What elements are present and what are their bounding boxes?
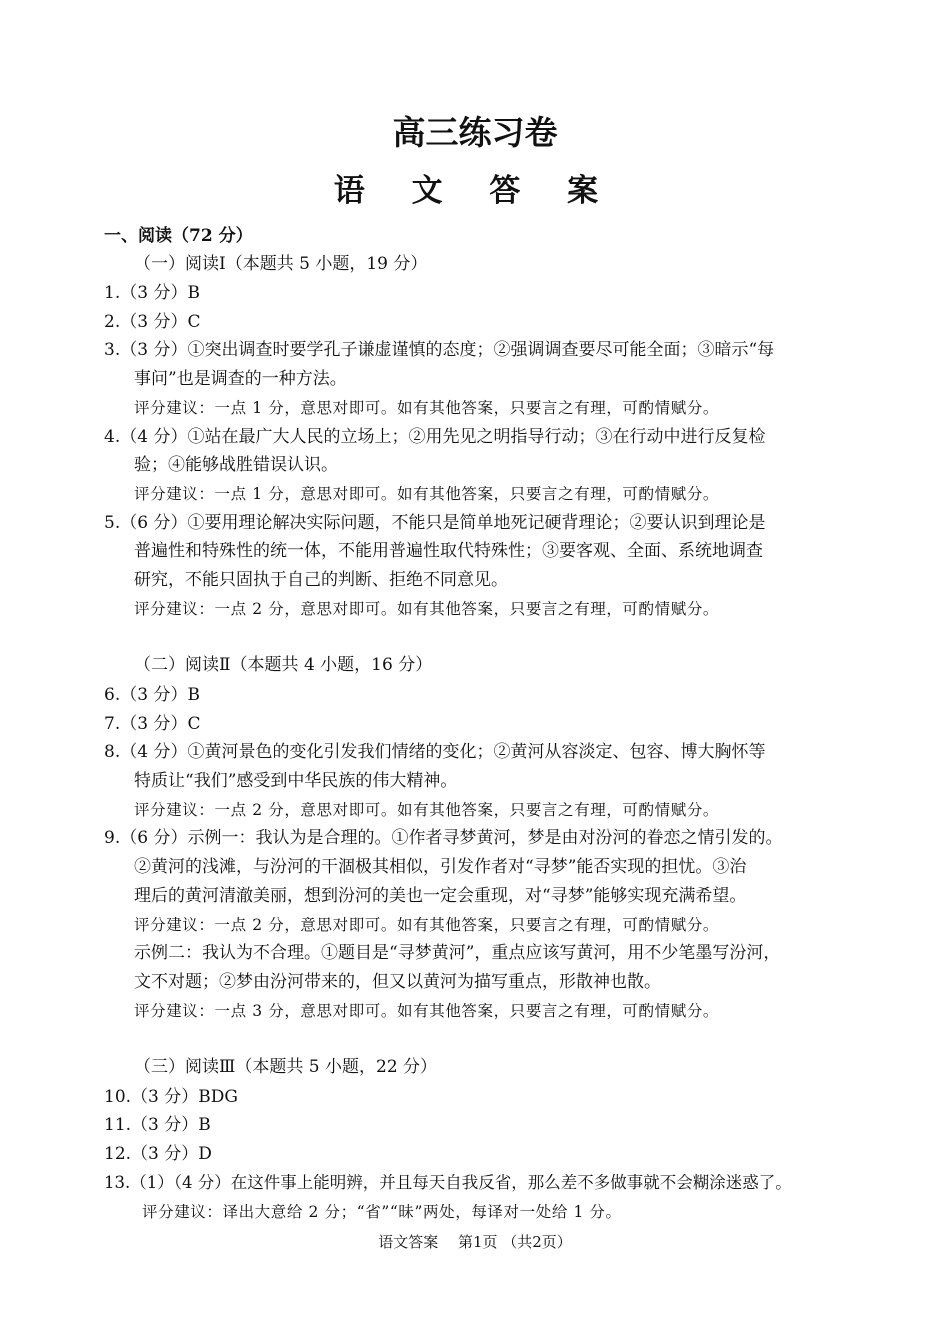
answer-line: 普遍性和特殊性的统一体，不能用普遍性取代特殊性；③要客观、全面、系统地调查 xyxy=(134,541,763,561)
answer-line: 理后的黄河清澈美丽，想到汾河的美也一定会重现，对“寻梦”能够实现充满希望。 xyxy=(134,886,747,906)
part3-heading: （三）阅读Ⅲ（本题共 5 小题，22 分） xyxy=(134,1057,438,1077)
scoring-note: 评分建议：一点 3 分，意思对即可。如有其他答案，只要言之有理，可酌情赋分。 xyxy=(134,1002,720,1020)
answer-line: 10.（3 分）BDG xyxy=(104,1087,238,1107)
scoring-note: 评分建议：译出大意给 2 分；“省”“昧”两处，每译对一处给 1 分。 xyxy=(142,1203,622,1221)
document-title: 高三练习卷 xyxy=(392,113,558,152)
scoring-note: 评分建议：一点 2 分，意思对即可。如有其他答案，只要言之有理，可酌情赋分。 xyxy=(134,916,720,934)
answer-line: 研究，不能只固执于自己的判断、拒绝不同意见。 xyxy=(134,570,508,590)
answer-line: 9.（6 分）示例一：我认为是合理的。①作者寻梦黄河，梦是由对汾河的眷恋之情引发的。 xyxy=(104,828,783,848)
answer-line: 3.（3 分）①突出调查时要学孔子谦虚谨慎的态度；②强调调查要尽可能全面；③暗示“每 xyxy=(104,340,775,360)
answer-line: ②黄河的浅滩，与汾河的干涸极其相似，引发作者对“寻梦”能否实现的担忧。③治 xyxy=(134,857,747,877)
answer-line: 11.（3 分）B xyxy=(104,1115,211,1135)
section-heading: 一、阅读（72 分） xyxy=(104,226,253,246)
answer-line: 5.（6 分）①要用理论解决实际问题，不能只是简单地死记硬背理论；②要认识到理论是 xyxy=(104,513,766,533)
answer-line: 6.（3 分）B xyxy=(104,685,200,705)
answer-line: 8.（4 分）①黄河景色的变化引发我们情绪的变化；②黄河从容淡定、包容、博大胸怀等 xyxy=(104,742,766,762)
answer-line: 1.（3 分）B xyxy=(104,283,200,303)
answer-line: 2.（3 分）C xyxy=(104,312,201,332)
answer-line: 示例二：我认为不合理。①题目是“寻梦黄河”，重点应该写黄河，用不少笔墨写汾河， xyxy=(134,943,781,963)
answer-line: 7.（3 分）C xyxy=(104,714,201,734)
answer-line: 13.（1）（4 分）在这件事上能明辨，并且每天自我反省，那么差不多做事就不会糊涂迷惑了。 xyxy=(104,1173,792,1192)
document-subtitle: 语 文 答 案 xyxy=(333,173,617,209)
scoring-note: 评分建议：一点 1 分，意思对即可。如有其他答案，只要言之有理，可酌情赋分。 xyxy=(134,485,720,503)
part1-heading: （一）阅读Ⅰ（本题共 5 小题，19 分） xyxy=(134,254,428,274)
scoring-note: 评分建议：一点 2 分，意思对即可。如有其他答案，只要言之有理，可酌情赋分。 xyxy=(134,801,720,819)
answer-line: 4.（4 分）①站在最广大人民的立场上；②用先见之明指导行动；③在行动中进行反复检 xyxy=(104,427,766,447)
page-footer: 语文答案 第1页 （共2页） xyxy=(378,1233,572,1251)
answer-line: 特质让“我们”感受到中华民族的伟大精神。 xyxy=(134,771,458,791)
answer-line: 文不对题；②梦由汾河带来的，但又以黄河为描写重点，形散神也散。 xyxy=(134,972,661,992)
answer-line: 12.（3 分）D xyxy=(104,1144,212,1164)
answer-line: 事问”也是调查的一种方法。 xyxy=(134,369,347,389)
part2-heading: （二）阅读Ⅱ（本题共 4 小题，16 分） xyxy=(134,655,433,675)
scoring-note: 评分建议：一点 2 分，意思对即可。如有其他答案，只要言之有理，可酌情赋分。 xyxy=(134,600,720,618)
scoring-note: 评分建议：一点 1 分，意思对即可。如有其他答案，只要言之有理，可酌情赋分。 xyxy=(134,399,720,417)
answer-line: 验；④能够战胜错误认识。 xyxy=(134,455,338,475)
